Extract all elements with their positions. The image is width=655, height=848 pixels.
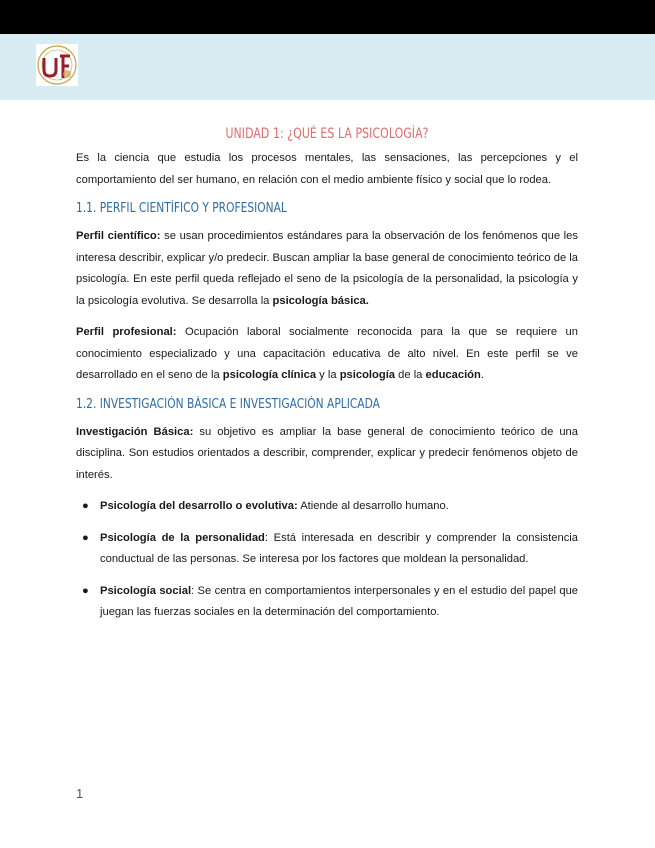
section-heading-2: 1.2. INVESTIGACIÓN BÁSICA E INVESTIGACIÓN APLICADA <box>76 396 380 412</box>
bullet-icon: ● <box>82 500 89 512</box>
list-item: ● Psicología social: Se centra en comportamientos interpersonales y en el estudio del papel que juegan las fuerzas sociales en la determinación del comportamiento. <box>76 581 578 624</box>
investigacion-basica-paragraph: Investigación Básica: su objetivo es ampliar la base general de conocimiento teórico de una disciplina. Son estudios orientados a describir, comprender, explicar y predecir fenómenos objeto de interés. <box>76 425 579 481</box>
intro-paragraph: Es la ciencia que estudia los procesos mentales, las sensaciones, las percepciones y el comportamiento del ser humano, en relación con el medio ambiente físico y social que lo rodea. <box>76 152 578 186</box>
bullet-icon: ● <box>82 584 89 597</box>
document-body <box>76 126 578 634</box>
unit-title: UNIDAD 1: ¿QUÉ ES LA PSICOLOGÍA? <box>225 126 429 142</box>
perfil-profesional-label: Perfil profesional: <box>76 326 177 338</box>
perfil-cientifico-label: Perfil científico: <box>76 230 161 242</box>
list-item: ● Psicología del desarrollo o evolutiva: Atiende al desarrollo humano. <box>76 496 578 518</box>
university-seal-icon <box>36 44 78 86</box>
header-band <box>0 34 655 100</box>
section-heading-1: 1.1. PERFIL CIENTÍFICO Y PROFESIONAL <box>76 201 287 216</box>
branch-list <box>76 496 578 624</box>
investigacion-basica-label: Investigación Básica: <box>76 425 194 438</box>
list-item: ● Psicología de la personalidad: Está interesada en describir y comprender la consistencia conductual de las personas. Se interesa por los factores que moldean la personalidad. <box>76 528 578 571</box>
page-number: 1 <box>76 786 84 801</box>
bullet-icon: ● <box>82 531 89 544</box>
perfil-cientifico-paragraph: Perfil científico: se usan procedimientos estándares para la observación de los fenómenos que les interesa describir, explicar y/o predecir. Buscan ampliar la base general de conocimiento teórico de la psicología. En este perfil queda reflejado el seno de la psicología de la personalidad, la psicología y la psicología evolutiva. Se desarrolla la psicología básica. <box>76 230 578 307</box>
top-bar <box>0 0 655 34</box>
perfil-profesional-paragraph: Perfil profesional: Ocupación laboral socialmente reconocida para la que se requiere un conocimiento especializado y una capacitación educativa de alto nivel. En este perfil se ve desarrollado en el seno de la psicología clínica y la psicología de la educación. <box>76 326 578 381</box>
